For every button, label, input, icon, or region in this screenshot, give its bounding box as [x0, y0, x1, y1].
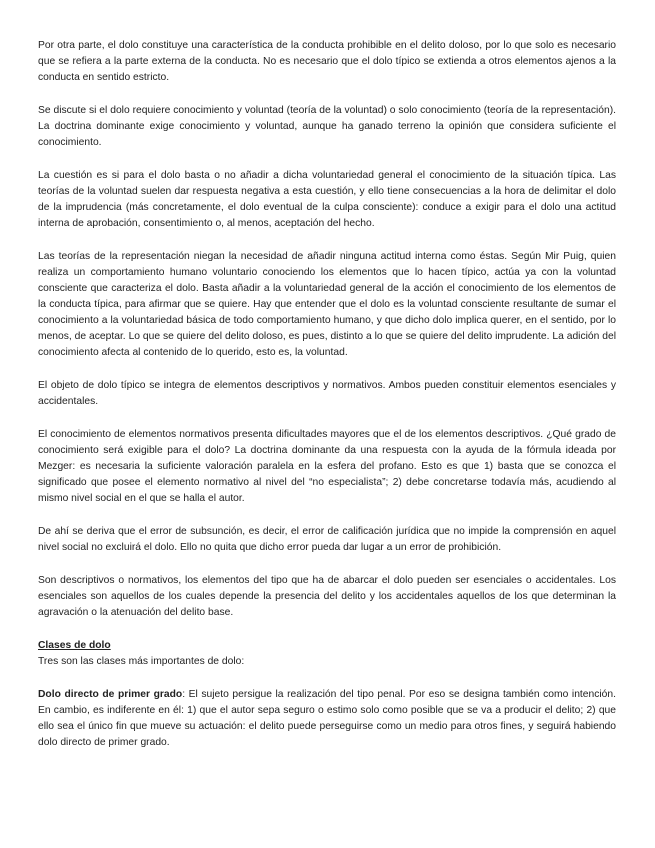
paragraph-esenciales-accidentales: Son descriptivos o normativos, los elementos del tipo que ha de abarcar el dolo pueden ser esenciales o accidentales. Los esenciales son aquellos de los cuales depende la presencia del delito y los accidentales aquellos de los que determinan la agravación o la atenuación del delito base.: [38, 575, 616, 618]
paragraph-elementos-normativos: El conocimiento de elementos normativos presenta dificultades mayores que el de los elementos descriptivos. ¿Qué grado de conocimiento será exigible para el dolo? La doctrina dominante da una respuesta con la ayuda de la fórmula ideada por Mezger: es necesaria la suficiente valoración paralela en la esfera del profano. Esto es que 1) basta que se conozca el significado que posee el elemento normativo al nivel del “no especialista”; 2) debe concretarse todavía más, acudiendo al mismo nivel social en el que se halla el autor.: [38, 429, 616, 504]
paragraph-teorias-representacion: Las teorías de la representación niegan la necesidad de añadir ninguna actitud interna como éstas. Según Mir Puig, quien realiza un comportamiento humano voluntario conociendo los elementos que lo hacen típico, actúa ya con la voluntad consciente que caracteriza el dolo. Basta añadir a la voluntariedad general de la acción el conocimiento de los elementos de la conducta típica, para afirmar que se quiere. Hay que entender que el dolo es la voluntad consciente resultante de sumar el conocimiento a la voluntariedad básica de todo comportamiento humano, y que dicho dolo implica querer, en el sentido, por lo menos, de aceptar. Lo que se quiere del delito doloso, es pues, distinto a lo que se quiere del delito imprudente. La adición del conocimiento afecta al contenido de lo querido, esto es, la voluntad.: [38, 251, 616, 358]
paragraph-teorias-voluntad-representacion: Se discute si el dolo requiere conocimiento y voluntad (teoría de la voluntad) o solo conocimiento (teoría de la representación). La doctrina dominante exige conocimiento y voluntad, aunque ha ganado terreno la opinión que considera suficiente el conocimiento.: [38, 105, 616, 148]
dolo-type-term: Dolo directo de primer grado: [38, 689, 183, 700]
dolo-type-description: : El sujeto persigue la realización del tipo penal. Por eso se designa también como intención. En cambio, es indiferente en él: 1) que el autor sepa seguro o estimo solo como posible que se va a producir el delito; 2) que ello sea el único fin que mueve su actuación: el delito puede perseguirse como un medio para otros fines, y seguirá habiendo dolo directo de primer grado.: [38, 689, 616, 748]
paragraph-error-subsuncion: De ahí se deriva que el error de subsunción, es decir, el error de calificación jurídica que no impide la comprensión en aquel nivel social no excluirá el dolo. Ello no quita que dicho error pueda dar lugar a un error de prohibición.: [38, 526, 616, 553]
section-heading-clases-de-dolo: Clases de dolo: [38, 640, 111, 651]
paragraph-dolo-conducta: Por otra parte, el dolo constituye una característica de la conducta prohibible en el delito doloso, por lo que solo es necesario que se refiera a la parte externa de la conducta. No es necesario que el dolo típico se extienda a otros elementos ajenos a la conducta en sentido estricto.: [38, 40, 616, 83]
dolo-type-item: [38, 687, 616, 751]
section-intro: Tres son las clases más importantes de dolo:: [38, 656, 245, 667]
document-page: [38, 38, 616, 768]
paragraph-objeto-dolo: El objeto de dolo típico se integra de elementos descriptivos y normativos. Ambos pueden constituir elementos esenciales y accidentales.: [38, 380, 616, 407]
paragraph-cuestion-voluntariedad: La cuestión es si para el dolo basta o no añadir a dicha voluntariedad general el conocimiento de la situación típica. Las teorías de la voluntad suelen dar respuesta negativa a esta cuestión, y ello tiene consecuencias a la hora de delimitar el dolo de la imprudencia (más concretamente, el dolo eventual de la culpa consciente): conduce a exigir para el dolo una actitud interna de aprobación, consentimiento o, al menos, aceptación del hecho.: [38, 170, 616, 229]
